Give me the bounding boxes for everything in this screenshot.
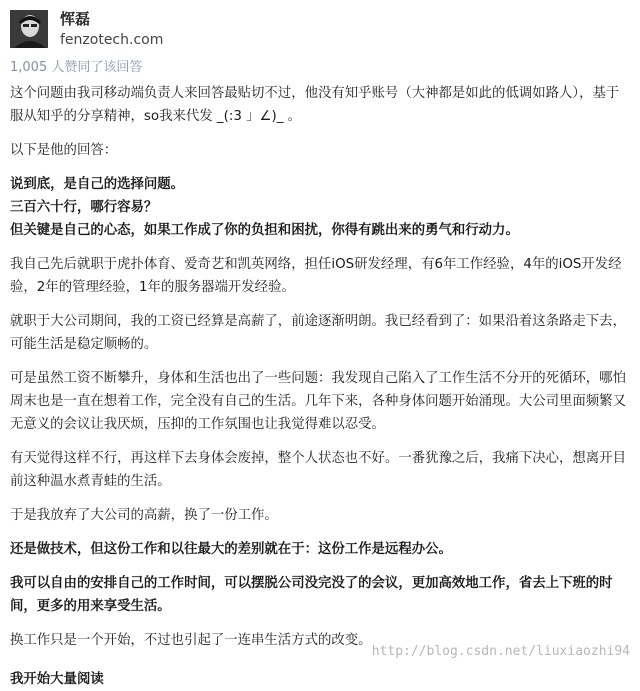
paragraph-experience: 我自己先后就职于虎扑体育、爱奇艺和凯英网络，担任iOS研发经理，有6年工作经验，4年的iOS开发经验，2年的管理经验，1年的服务器端开发经验。 xyxy=(10,257,622,295)
paragraph-decision: 有天觉得这样不行，再这样下去身体会废掉，整个人状态也不好。一番犹豫之后，我痛下决心，想离开目前这种温水煮青蛙的生活。 xyxy=(10,451,626,489)
avatar[interactable] xyxy=(10,10,48,48)
vote-count: 1,005 人赞同了该回答 xyxy=(10,60,143,75)
paragraph-bold-3: 但关键是自己的心态，如果工作成了你的负担和困扰，你得有跳出来的勇气和行动力。 xyxy=(10,223,519,238)
watermark: http://blog.csdn.net/liuxiaozhi94 xyxy=(371,644,630,659)
paragraph-problems: 可是虽然工资不断攀升，身体和生活也出了一些问题：我发现自己陷入了工作生活不分开的死循环，哪怕周末也是一直在想着工作，完全没有自己的生活。几年下来，各种身体问题开始涌现。大公司里面频繁又无意义的会议让我厌烦，压抑的工作氛围也让我觉得难以忍受。 xyxy=(10,371,626,432)
paragraph-big-company: 就职于大公司期间，我的工资已经算是高薪了，前途逐渐明朗。我已经看到了：如果沿着这条路走下去，可能生活是稳定顺畅的。 xyxy=(10,314,626,352)
paragraph-remote: 还是做技术，但这份工作和以往最大的差别就在于：这份工作是远程办公。 xyxy=(10,542,452,557)
avatar-portrait-icon xyxy=(10,10,48,48)
paragraph-intro: 这个问题由我司移动端负责人来回答最贴切不过，他没有知乎账号（大神都是如此的低调如路人），基于服从知乎的分享精神，so我来代发 _(:3 」∠)_ 。 xyxy=(10,86,620,124)
paragraph-start: 换工作只是一个开始，不过也引起了一连串生活方式的改变。 xyxy=(10,633,372,648)
author-bio: fenzotech.com xyxy=(60,32,164,48)
paragraph-bold-2: 三百六十行，哪行容易？ xyxy=(10,200,158,215)
paragraph-bold-1: 说到底，是自己的选择问题。 xyxy=(10,177,185,192)
answer-content xyxy=(10,82,630,663)
answer-header xyxy=(10,10,630,50)
paragraph-change-job: 于是我放弃了大公司的高薪，换了一份工作。 xyxy=(10,508,278,523)
author-name[interactable]: 恽磊 xyxy=(60,10,91,28)
paragraph-lead: 以下是他的回答： xyxy=(10,143,118,158)
paragraph-cutoff: 我开始大量阅读 xyxy=(10,672,104,687)
paragraph-freedom: 我可以自由的安排自己的工作时间，可以摆脱公司没完没了的会议，更加高效地工作，省去上下班的时间，更多的用来享受生活。 xyxy=(10,576,613,614)
